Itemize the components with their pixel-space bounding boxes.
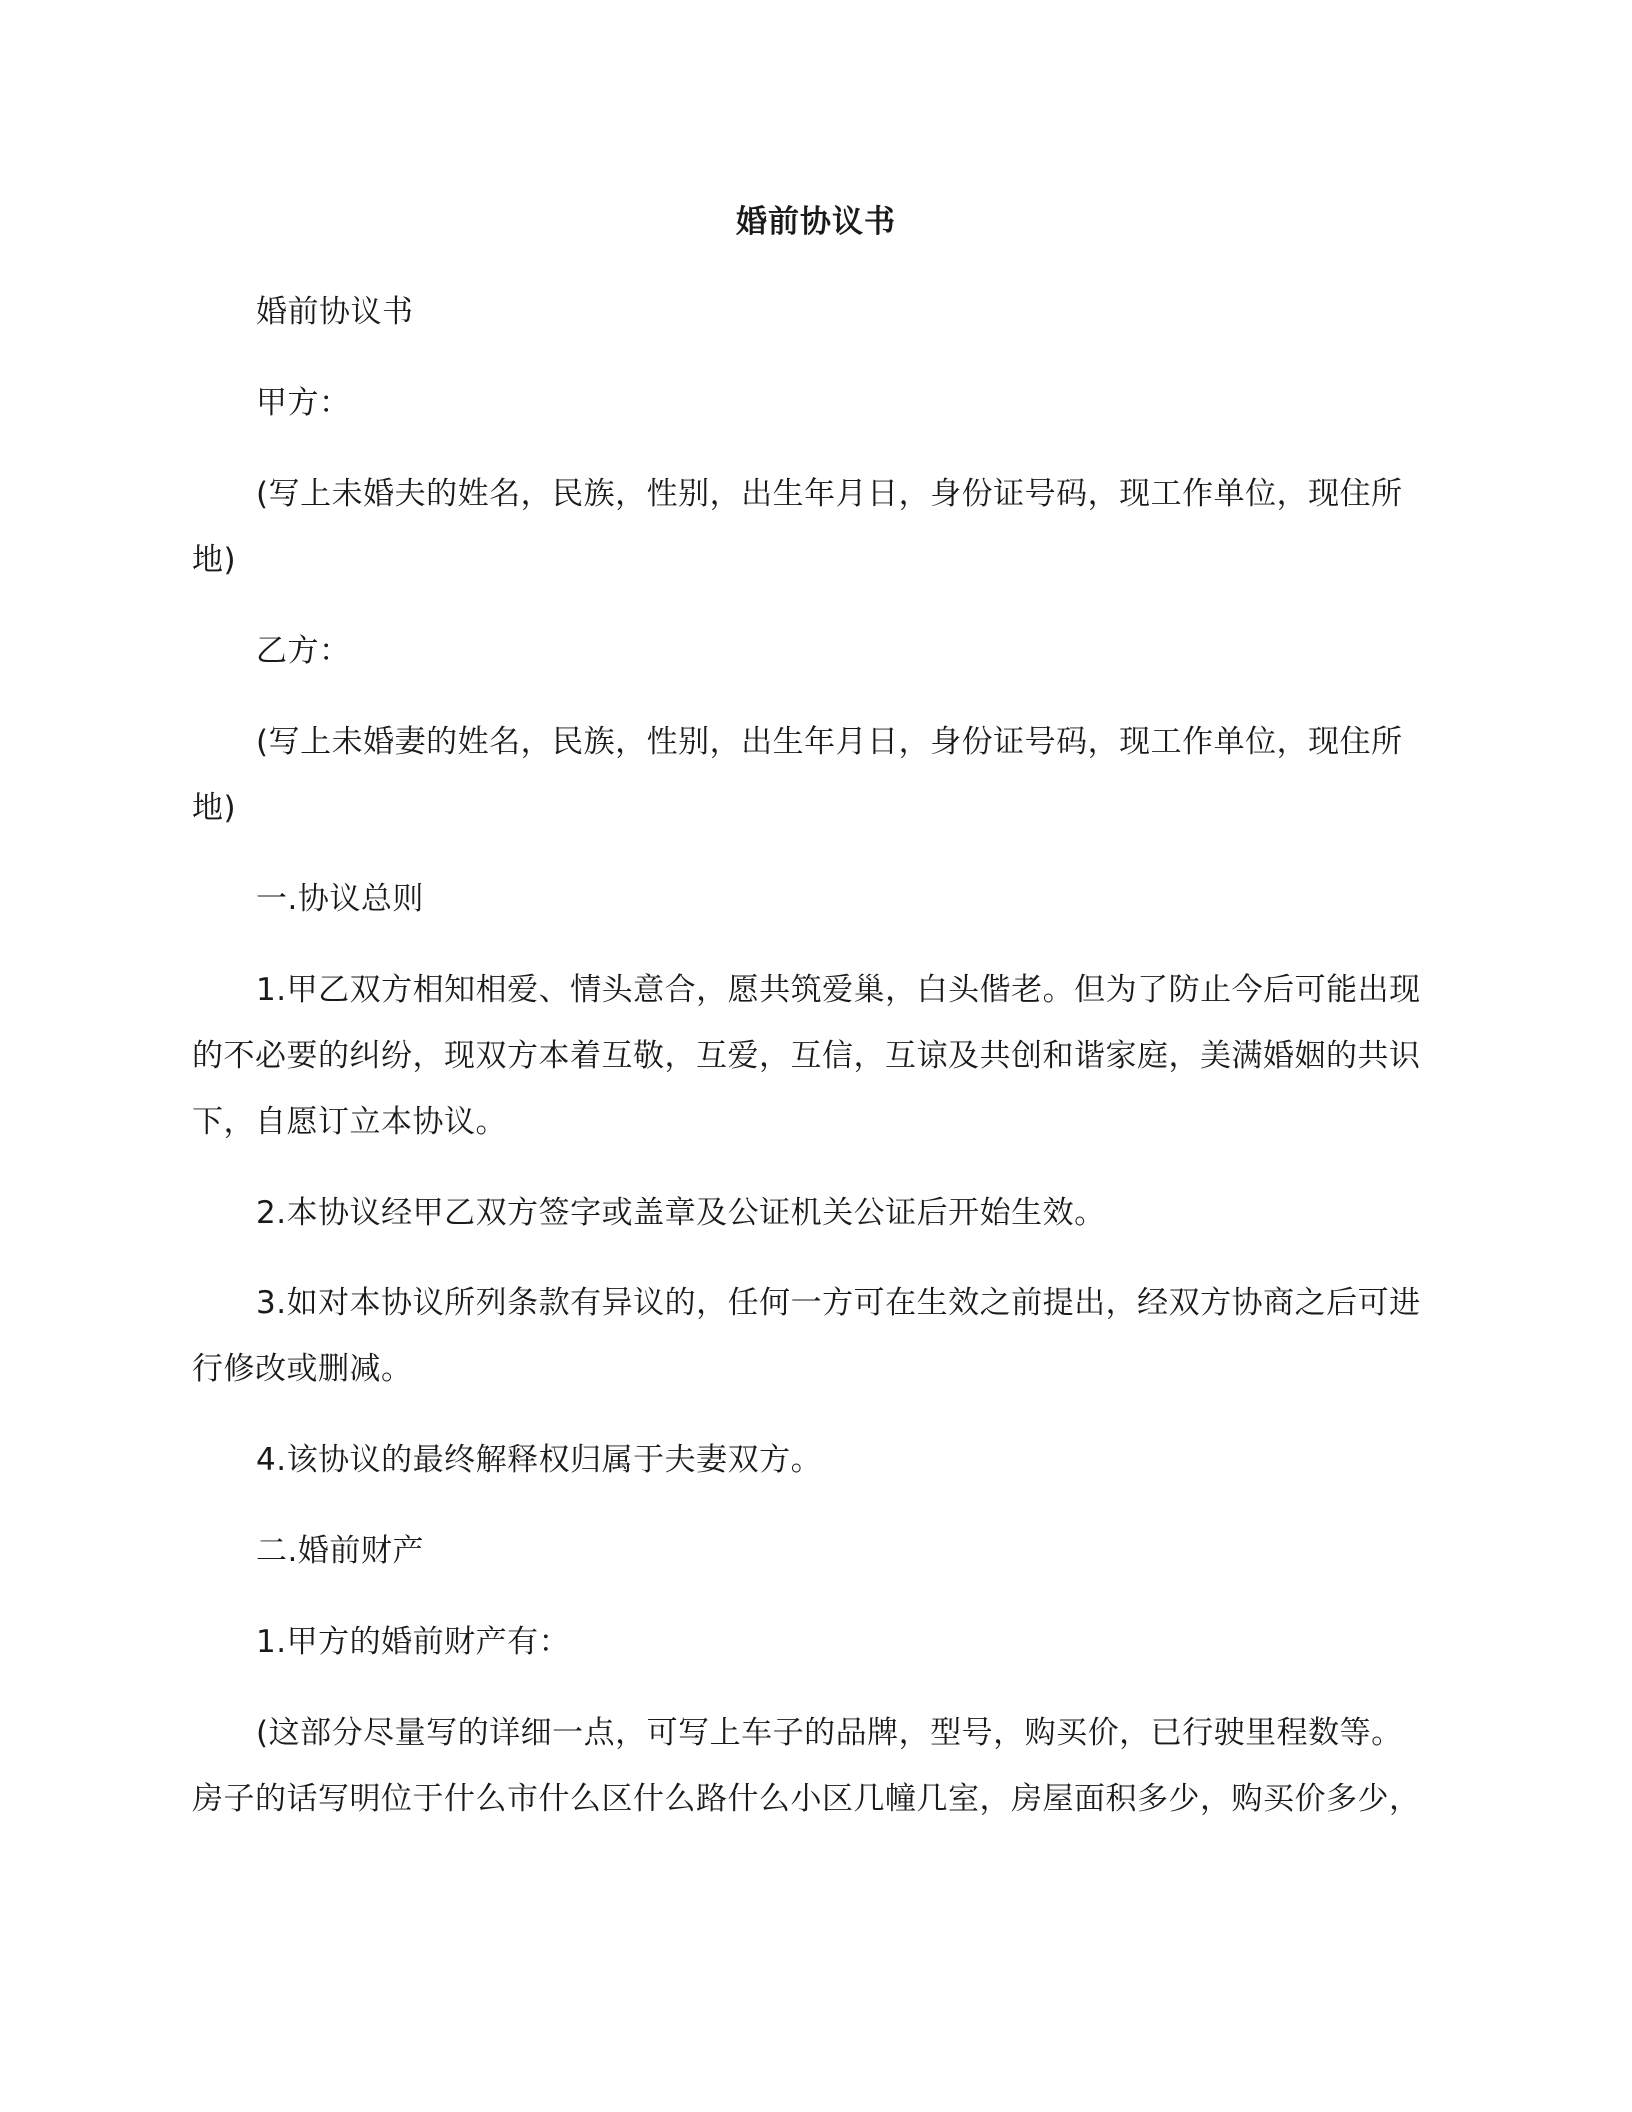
paragraph-party-a-label: 甲方：	[256, 385, 351, 421]
paragraph-party-b-details: (写上未婚妻的姓名，民族，性别，出生年月日，身份证号码，现工作单位，现住所地)	[192, 724, 1403, 826]
paragraph-clause-4: 4.该协议的最终解释权归属于夫妻双方。	[256, 1442, 823, 1478]
paragraph-party-a-details: (写上未婚夫的姓名，民族，性别，出生年月日，身份证号码，现工作单位，现住所地)	[192, 476, 1403, 578]
paragraph-heading-repeat: 婚前协议书	[256, 294, 414, 330]
paragraph-property-details: (这部分尽量写的详细一点，可写上车子的品牌，型号，购买价，已行驶里程数等。房子的话写明位于什么市什么区什么路什么小区几幢几室，房屋面积多少，购买价多少，	[192, 1715, 1421, 1817]
paragraph-clause-2: 2.本协议经甲乙双方签字或盖章及公证机关公证后开始生效。	[256, 1195, 1106, 1231]
paragraph-clause-1: 1.甲乙双方相知相爱、情头意合，愿共筑爱巢，白头偕老。但为了防止今后可能出现的不必要的纠纷，现双方本着互敬，互爱，互信，互谅及共创和谐家庭，美满婚姻的共识下，自愿订立本协议。	[192, 972, 1421, 1140]
section-heading-premarital-property: 二.婚前财产	[256, 1533, 424, 1569]
paragraph-party-b-label: 乙方：	[256, 633, 351, 669]
paragraph-party-a-property: 1.甲方的婚前财产有：	[256, 1624, 571, 1660]
section-heading-general: 一.协议总则	[256, 881, 424, 917]
paragraph-clause-3: 3.如对本协议所列条款有异议的，任何一方可在生效之前提出，经双方协商之后可进行修改或删减。	[192, 1285, 1421, 1387]
document-title: 婚前协议书	[736, 204, 896, 240]
